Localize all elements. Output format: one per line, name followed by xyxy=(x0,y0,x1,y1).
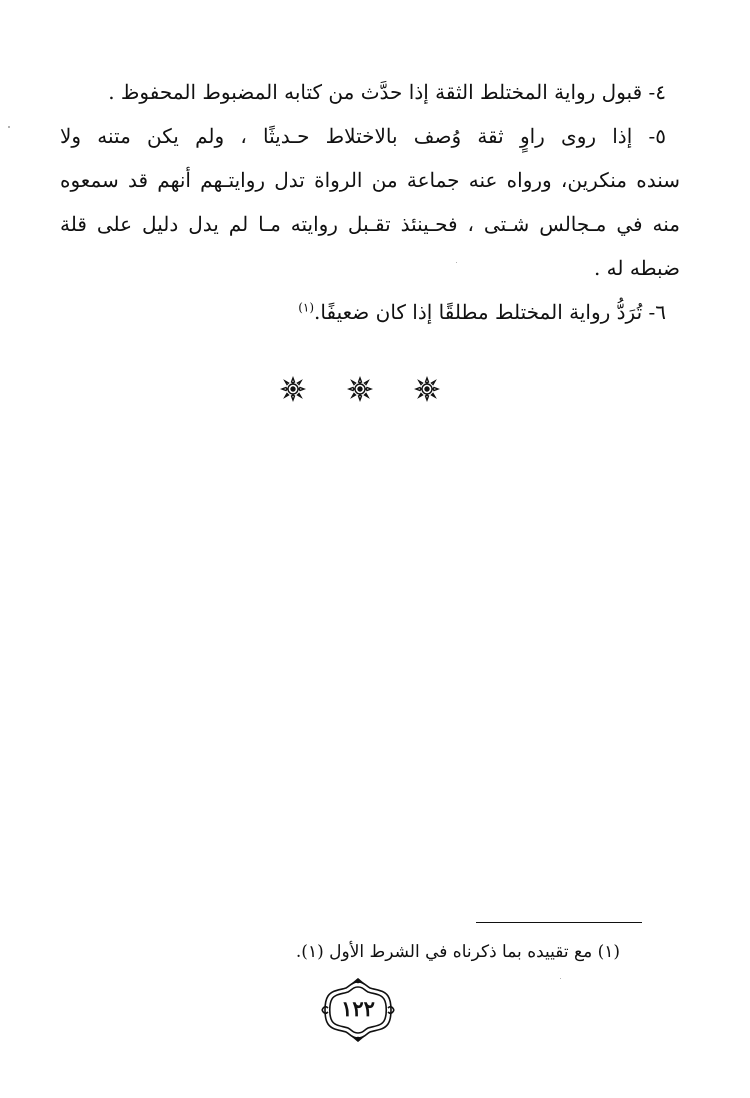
scan-speck xyxy=(8,126,10,128)
item-5-line-1: ٥- إذا روى راوٍ ثقة وُصف بالاختلاط حـديثًا ، ولم يكن متنه ولا xyxy=(60,124,666,148)
footnote-divider xyxy=(476,922,642,923)
page-number-frame xyxy=(318,978,398,1042)
item-5-line-3: منه في مـجالس شـتى ، فحـينئذ تقـبل روايته مـا لم يدل دليل على قلة xyxy=(60,212,681,236)
item-5-line-2: سنده منكرين، ورواه عنه جماعة من الرواة تدل روايتـهم أنهم قد سمعوه xyxy=(60,168,680,192)
footnote-reference: (١) xyxy=(298,300,315,315)
item-4-line: ٤- قبول رواية المختلط الثقة إذا حدَّث من كتابه المضبوط المحفوظ . xyxy=(108,80,666,104)
flower-ornament-icon xyxy=(347,376,373,402)
scan-speck xyxy=(456,262,457,263)
item-5-line-4: ضبطه له . xyxy=(593,256,680,280)
page-number: ١٢٢ xyxy=(341,996,375,1021)
flower-ornament-icon xyxy=(414,376,440,402)
section-separator xyxy=(280,376,440,402)
footnote: (١) مع تقييده بما ذكرناه في الشرط الأول (١). xyxy=(295,942,620,962)
scan-speck xyxy=(560,978,561,979)
item-6-text: ٦- تُرَدُّ رواية المختلط مطلقًا إذا كان ضعيفًا. xyxy=(314,300,666,324)
flower-ornament-icon xyxy=(280,376,306,402)
main-text xyxy=(60,70,680,370)
item-6-line xyxy=(60,290,680,334)
